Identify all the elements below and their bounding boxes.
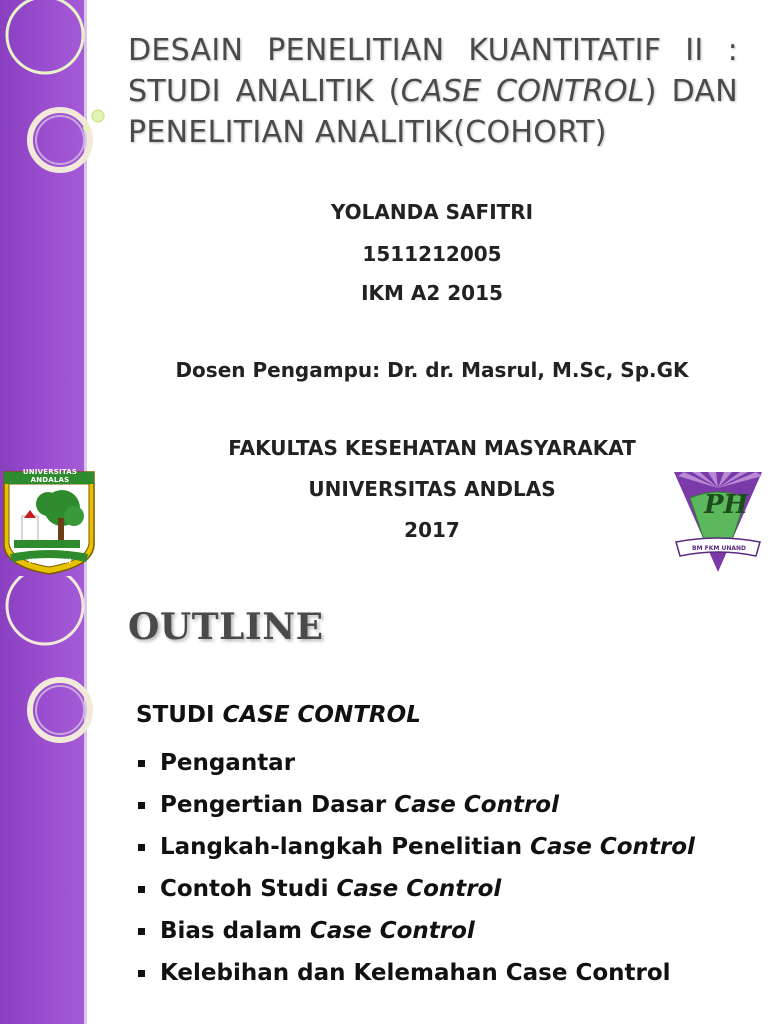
title-line-2-start: STUDI ANALITIK ( (128, 74, 401, 109)
slide-title (128, 30, 738, 153)
ring-decoration (0, 576, 140, 776)
lecturer-line: Dosen Pengampu: Dr. dr. Masrul, M.Sc, Sp.GK (175, 358, 689, 382)
outline-title: OUTLINE (128, 606, 324, 648)
right-logo-monogram: PH (704, 490, 749, 520)
title-line-2 (128, 71, 738, 112)
list-item (136, 784, 695, 826)
class-label: IKM A2 2015 (361, 281, 503, 305)
list-item (136, 742, 695, 784)
item-italic: Case Control (530, 834, 695, 860)
bullet-icon (138, 760, 145, 767)
list-item (136, 910, 695, 952)
left-logo-top-text: UNIVERSITAS ANDALAS (22, 468, 78, 484)
title-line-3: PENELITIAN ANALITIK(COHORT) (128, 115, 607, 150)
bullet-icon (138, 970, 145, 977)
student-id: 1511212005 (362, 242, 502, 266)
list-item (136, 952, 695, 994)
bullet-icon (138, 844, 145, 851)
item-text: Langkah-langkah Penelitian (160, 834, 531, 860)
list-item (136, 868, 695, 910)
fkm-unand-logo (668, 468, 768, 574)
item-text: Pengertian Dasar (160, 792, 395, 818)
list-item (136, 826, 695, 868)
title-line-1: DESAIN PENELITIAN KUANTITATIF II : (128, 33, 738, 68)
university-name: UNIVERSITAS ANDLAS (308, 477, 556, 501)
item-italic: Case Control (310, 918, 475, 944)
author-name: YOLANDA SAFITRI (330, 200, 534, 224)
faculty-name: FAKULTAS KESEHATAN MASYARAKAT (228, 436, 636, 460)
outline-slide (0, 576, 768, 1024)
outline-list (136, 742, 695, 994)
ring-decoration (0, 0, 140, 200)
section-heading-italic: CASE CONTROL (222, 702, 421, 728)
section-heading-text: STUDI (136, 702, 223, 728)
item-text: Contoh Studi (160, 876, 337, 902)
item-text: Kelebihan dan Kelemahan Case Control (160, 960, 671, 986)
bullet-icon (138, 886, 145, 893)
item-italic: Case Control (336, 876, 502, 902)
year-label: 2017 (404, 518, 460, 542)
bullet-icon (138, 802, 145, 809)
right-logo-ribbon-text: BM FKM UNAND (692, 545, 746, 552)
bullet-icon (138, 928, 145, 935)
title-line-2-end: ) DAN (644, 74, 739, 109)
left-logo-bottom-text: KEDJADJAAN (28, 558, 72, 565)
item-text: Pengantar (160, 750, 296, 776)
title-case-control: CASE CONTROL (400, 74, 645, 109)
item-text: Bias dalam (160, 918, 310, 944)
section-heading (136, 702, 421, 728)
item-italic: Case Control (394, 792, 559, 818)
